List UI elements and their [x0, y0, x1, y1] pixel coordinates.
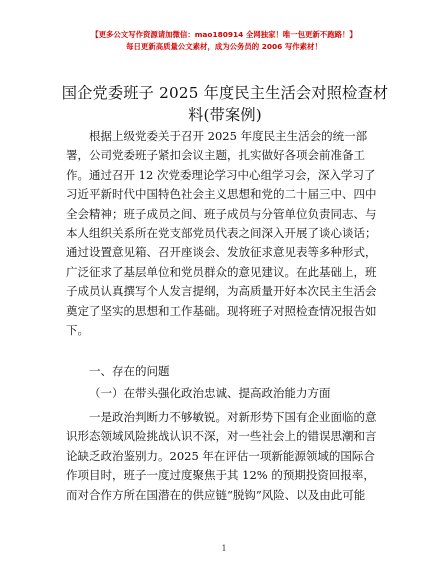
subsection-heading: （一）在带头强化政治忠诚、提高政治能力方面	[89, 386, 331, 400]
intro-line: 习近平新时代中国特色社会主义思想和党的二十届三中、四中	[66, 187, 377, 202]
body-line: 一是政治判断力不够敏锐。对新形势下国有企业面临的意	[66, 410, 377, 424]
intro-line: 广泛征求了基层单位和党员群众的意见建议。在此基础上，班	[66, 264, 377, 279]
title-line-1: 国企党委班子 2025 年度民主生活会对照检查材	[61, 84, 389, 102]
document-title	[58, 82, 392, 126]
promo-banner-line-2: 每日更新高质量公文素材，成为公务员的 2006 写作素材！	[126, 42, 322, 51]
intro-line: 署，公司党委班子紧扣会议主题，扎实做好各项会前准备工	[66, 148, 365, 163]
body-paragraph	[66, 408, 384, 505]
intro-line: 奠定了坚实的思想和工作基础。现将班子对照检查情况报告如	[66, 303, 377, 318]
body-line: 而对合作方所在国潜在的供应链“脱钩”风险、以及由此可能	[66, 487, 366, 502]
promo-banner-line-1: 【更多公文写作资源请加微信：mao180914 全网独家！唯一包更新不跑路！】	[91, 30, 357, 39]
intro-line: 根据上级党委关于召开 2025 年度民主生活会的统一部	[66, 129, 368, 143]
intro-line: 全会精神；班子成员之间、班子成员与分管单位负责同志、与	[66, 206, 377, 221]
page-number: 1	[221, 544, 227, 553]
intro-line: 子成员认真撰写个人发言提纲，为高质量开好本次民主生活会	[66, 284, 377, 299]
intro-line: 通过设置意见箱、召开座谈会、发放征求意见表等多种形式，	[66, 245, 377, 260]
body-line: 论缺乏政治鉴别力。2025 年在评估一项新能源领域的国际合	[66, 448, 375, 463]
section-heading: 一、存在的问题	[89, 364, 170, 378]
intro-line: 作。通过召开 12 次党委理论学习中心组学习会，深入学习了	[66, 167, 376, 182]
body-line: 识形态领域风险挑战认识不深，对一些社会上的错误思潮和言	[66, 429, 377, 444]
intro-line: 下。	[66, 323, 89, 338]
intro-line: 本人组织关系所在党支部党员代表之间深入开展了谈心谈话；	[66, 226, 377, 241]
body-line: 作项目时，班子一度过度聚焦于其 12% 的预期投资回报率，	[66, 468, 375, 483]
title-line-2: 料(带案例)	[188, 106, 262, 124]
intro-paragraph	[66, 127, 384, 340]
